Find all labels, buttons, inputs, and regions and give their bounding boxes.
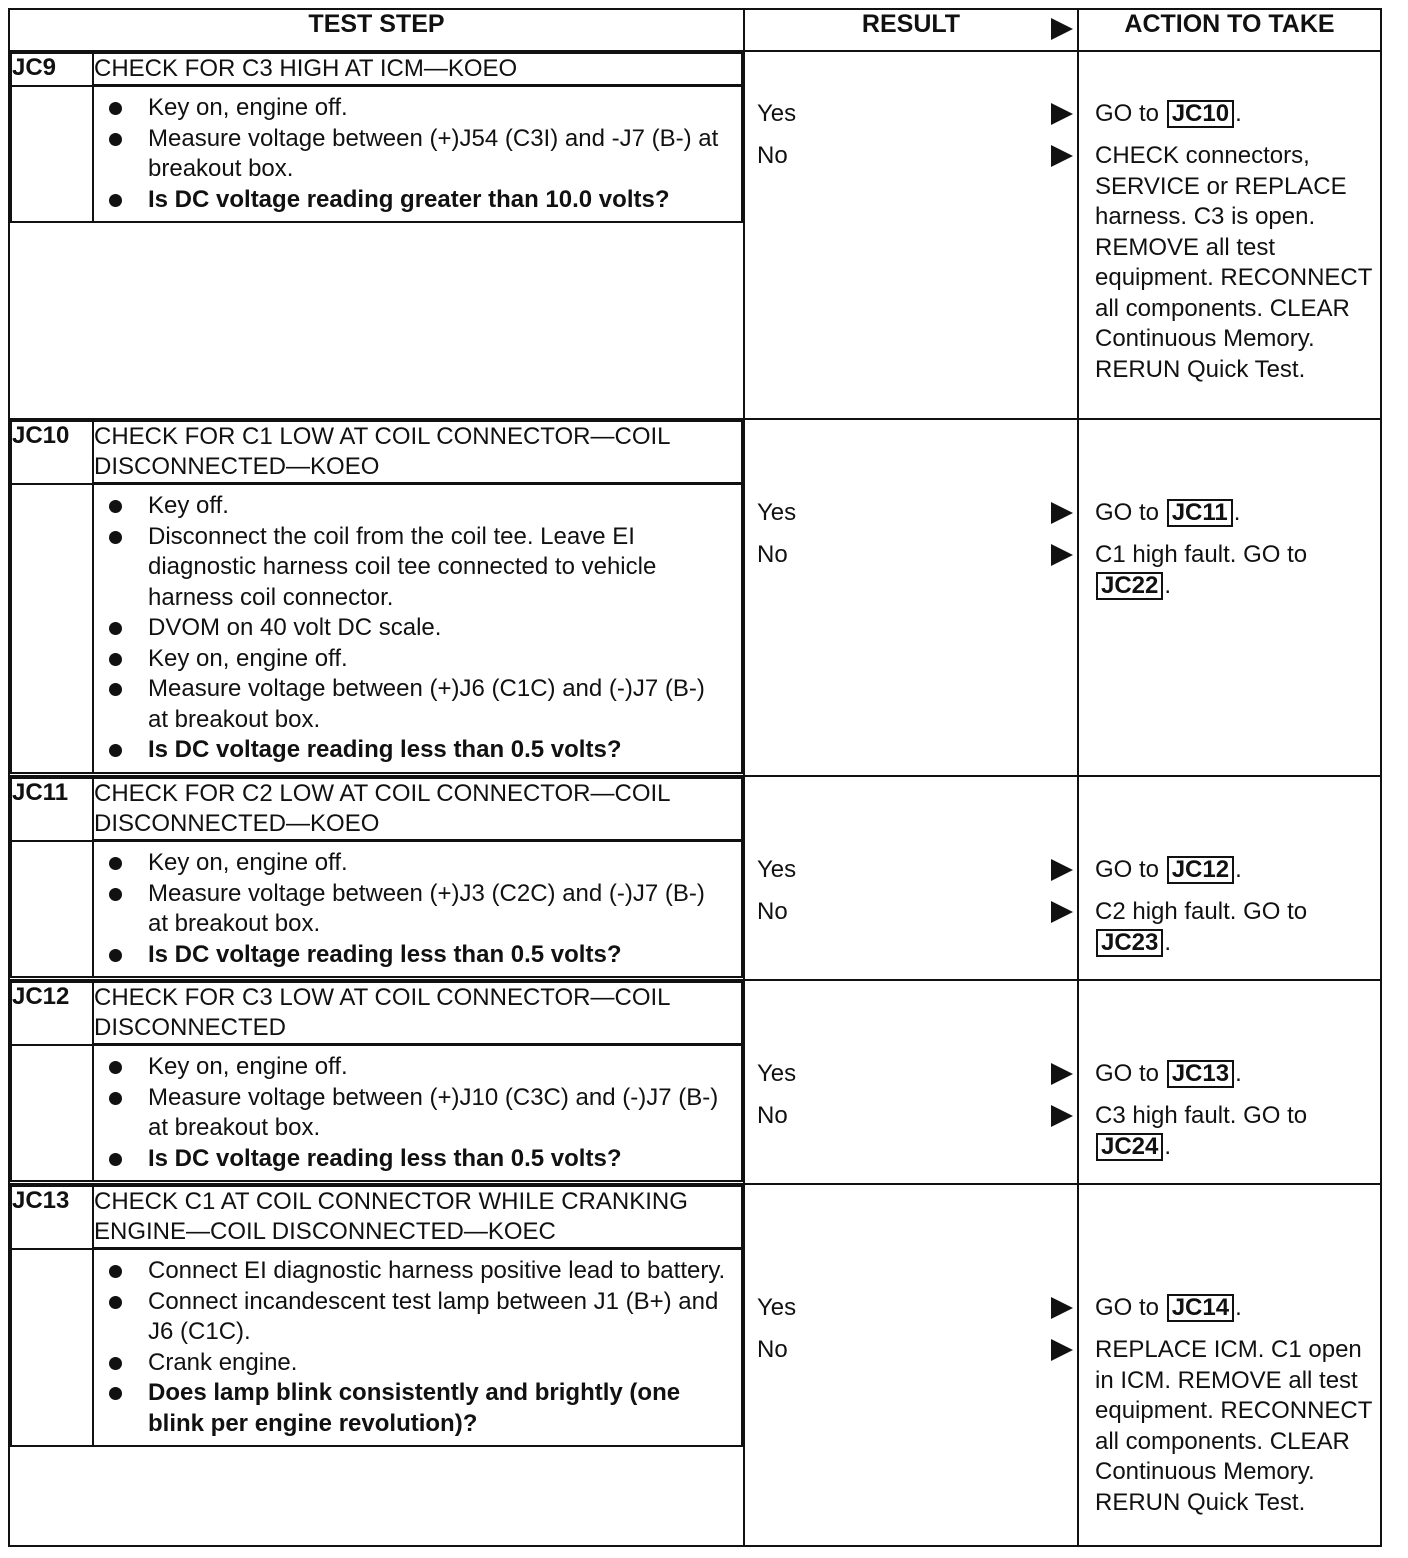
result-no: No [757,1336,788,1363]
action-cell [1078,1184,1381,1546]
step-id: JC12 [11,982,93,1045]
instruction-item: Measure voltage between (+)J3 (C2C) and (-)J7 (B-) at breakout box. [148,879,731,940]
header-result: RESULT [744,9,1078,51]
right-arrow-icon [1051,1297,1073,1319]
step-reference-link[interactable]: JC10 [1167,100,1234,128]
step-reference-link[interactable]: JC12 [1167,856,1234,884]
no-action: C1 high fault. GO to JC22 . [1095,541,1308,599]
right-arrow-icon [1051,544,1073,566]
step-title: CHECK C1 AT COIL CONNECTOR WHILE CRANKING ENGINE—COIL DISCONNECTED—KOEC [93,1186,742,1249]
right-arrow-icon [1051,145,1073,167]
test-step-cell [9,776,744,980]
no-action: CHECK connectors, SERVICE or REPLACE harness. C3 is open. REMOVE all test equipment. RECONNECT all components. CLEAR Continuous Memory. RERUN Quick Test. [1095,142,1372,383]
result-yes: Yes [757,856,797,883]
header-action: ACTION TO TAKE [1078,9,1381,51]
step-question: Is DC voltage reading less than 0.5 volts? [148,1144,731,1175]
result-no: No [757,541,788,568]
step-id: JC13 [11,1186,93,1249]
no-action: C3 high fault. GO to JC24 . [1095,1102,1308,1160]
result-no: No [757,142,788,169]
yes-action: GO to JC14 . [1095,1294,1242,1321]
action-cell [1078,776,1381,980]
instruction-item: Crank engine. [148,1348,731,1379]
right-arrow-icon [1051,1105,1073,1127]
right-arrow-icon [1051,1339,1073,1361]
step-title: CHECK FOR C3 HIGH AT ICM—KOEO [93,53,742,86]
step-title: CHECK FOR C1 LOW AT COIL CONNECTOR—COIL DISCONNECTED—KOEO [93,421,742,484]
instruction-item: DVOM on 40 volt DC scale. [148,613,731,644]
instruction-item: Key on, engine off. [148,1052,731,1083]
right-arrow-icon [1051,901,1073,923]
instruction-item: Connect incandescent test lamp between J1 (B+) and J6 (C1C). [148,1287,731,1348]
test-step-cell [9,51,744,419]
right-arrow-icon [1051,502,1073,524]
result-yes: Yes [757,1294,797,1321]
result-cell [744,980,1078,1184]
instruction-item: Connect EI diagnostic harness positive lead to battery. [148,1256,731,1287]
table-row [9,1184,1381,1546]
step-instructions [94,1250,741,1445]
result-cell [744,776,1078,980]
step-id: JC10 [11,421,93,484]
step-instructions [94,485,741,772]
yes-action: GO to JC12 . [1095,856,1242,883]
step-reference-link[interactable]: JC24 [1096,1133,1163,1161]
step-title: CHECK FOR C3 LOW AT COIL CONNECTOR—COIL DISCONNECTED [93,982,742,1045]
instruction-item: Measure voltage between (+)J10 (C3C) and (-)J7 (B-) at breakout box. [148,1083,731,1144]
table-row [9,419,1381,776]
step-reference-link[interactable]: JC23 [1096,929,1163,957]
right-arrow-icon [1051,1063,1073,1085]
instruction-item: Measure voltage between (+)J6 (C1C) and (-)J7 (B-) at breakout box. [148,674,731,735]
yes-action: GO to JC11 . [1095,499,1241,526]
action-cell [1078,51,1381,419]
step-question: Is DC voltage reading less than 0.5 volts? [148,940,731,971]
instruction-item: Key on, engine off. [148,644,731,675]
result-cell [744,419,1078,776]
test-step-cell [9,1184,744,1546]
test-step-cell [9,419,744,776]
step-instructions [94,842,741,976]
action-cell [1078,419,1381,776]
instruction-item: Key on, engine off. [148,93,731,124]
right-arrow-icon [1051,18,1073,40]
step-instructions [94,1046,741,1180]
step-question: Does lamp blink consistently and brightly (one blink per engine revolution)? [148,1378,731,1439]
instruction-item: Disconnect the coil from the coil tee. Leave EI diagnostic harness coil tee connected to vehicle harness coil connector. [148,522,731,614]
test-step-cell [9,980,744,1184]
no-action: REPLACE ICM. C1 open in ICM. REMOVE all test equipment. RECONNECT all components. CLEAR Continuous Memory. RERUN Quick Test. [1095,1336,1372,1516]
table-row [9,980,1381,1184]
instruction-item: Key on, engine off. [148,848,731,879]
yes-action: GO to JC10 . [1095,100,1242,127]
no-action: C2 high fault. GO to JC23 . [1095,898,1308,956]
result-cell [744,51,1078,419]
instruction-item: Key off. [148,491,731,522]
step-id: JC9 [11,53,93,86]
result-no: No [757,898,788,925]
step-title: CHECK FOR C2 LOW AT COIL CONNECTOR—COIL DISCONNECTED—KOEO [93,778,742,841]
action-cell [1078,980,1381,1184]
table-row [9,51,1381,419]
step-instructions [94,87,741,221]
step-question: Is DC voltage reading greater than 10.0 volts? [148,185,731,216]
diagnostic-table [8,8,1382,1547]
instruction-item: Measure voltage between (+)J54 (C3I) and -J7 (B-) at breakout box. [148,124,731,185]
result-no: No [757,1102,788,1129]
step-reference-link[interactable]: JC13 [1167,1060,1234,1088]
result-yes: Yes [757,1060,797,1087]
result-yes: Yes [757,100,797,127]
right-arrow-icon [1051,103,1073,125]
header-test-step: TEST STEP [9,9,744,51]
result-yes: Yes [757,499,797,526]
result-cell [744,1184,1078,1546]
step-reference-link[interactable]: JC14 [1167,1294,1234,1322]
table-row [9,776,1381,980]
yes-action: GO to JC13 . [1095,1060,1242,1087]
step-question: Is DC voltage reading less than 0.5 volts? [148,735,731,766]
right-arrow-icon [1051,859,1073,881]
step-reference-link[interactable]: JC22 [1096,572,1163,600]
step-id: JC11 [11,778,93,841]
step-reference-link[interactable]: JC11 [1167,499,1233,527]
